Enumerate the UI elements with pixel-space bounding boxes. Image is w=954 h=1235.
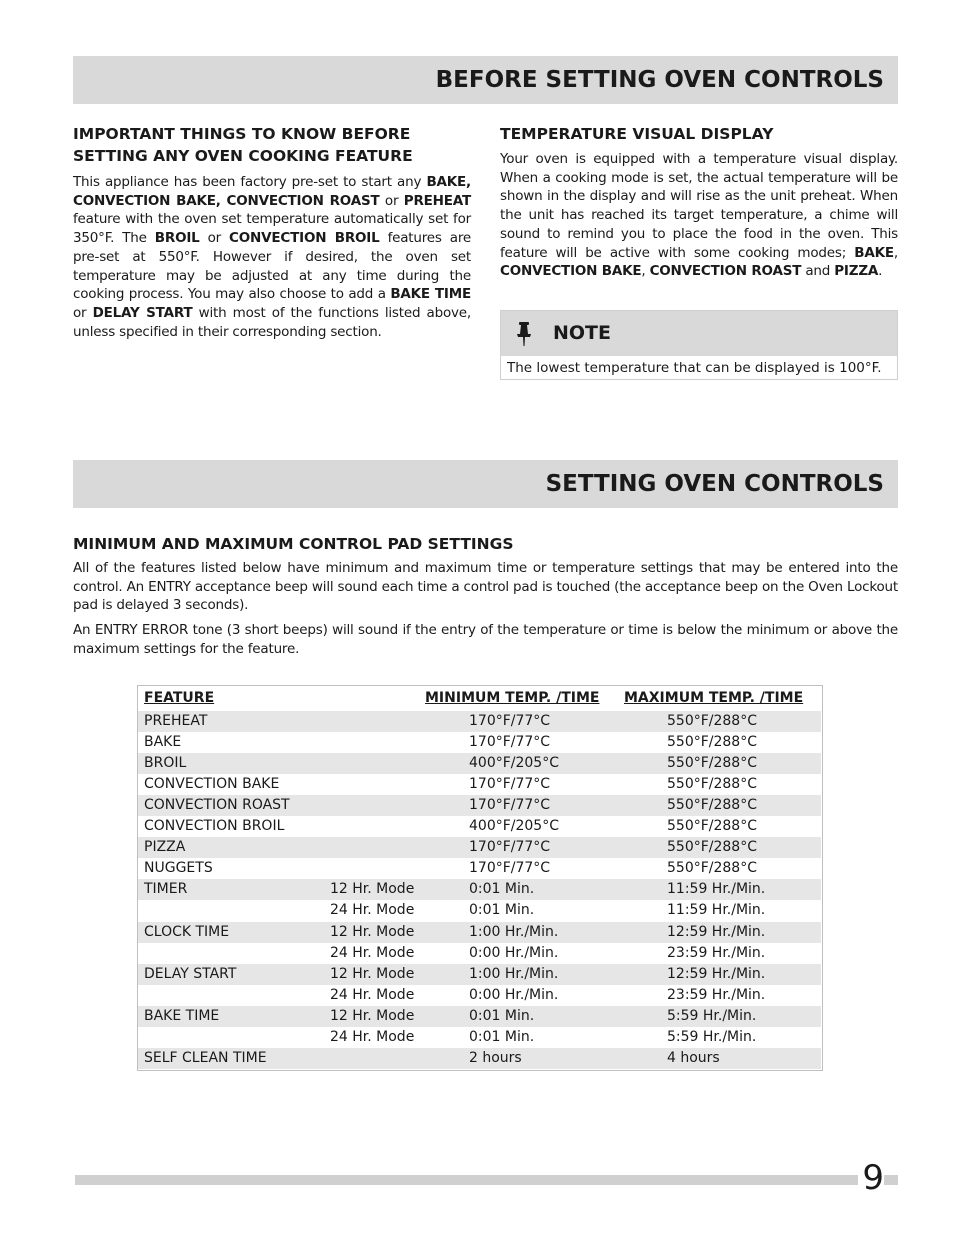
settings-paragraph: An ENTRY ERROR tone (3 short beeps) will sound if the entry of the temperature or time is below the minimum or above the maximum settings for the feature. <box>73 622 898 657</box>
temperature-display-column <box>500 123 898 281</box>
important-things-heading <box>73 123 471 167</box>
note-text: The lowest temperature that can be displayed is 100°F. <box>507 360 882 376</box>
min-cell: 170°F/77°C <box>469 712 551 729</box>
header-max: MAXIMUM TEMP. /TIME <box>624 690 804 706</box>
important-things-column <box>73 123 471 341</box>
feature-cell: PIZZA <box>144 839 186 856</box>
max-cell: 550°F/288°C <box>667 712 757 729</box>
max-cell: 550°F/288°C <box>667 839 757 856</box>
feature-cell: SELF CLEAN TIME <box>144 1050 267 1067</box>
feature-cell: DELAY START <box>144 965 237 982</box>
max-cell: 12:59 Hr./Min. <box>667 923 766 940</box>
max-cell: 23:59 Hr./Min. <box>667 944 766 961</box>
feature-cell: BROIL <box>144 754 187 771</box>
table-row <box>138 879 821 900</box>
max-cell: 5:59 Hr./Min. <box>667 1029 757 1045</box>
footer-bar <box>75 1175 898 1185</box>
feature-cell: BAKE <box>144 733 182 750</box>
min-cell: 0:01 Min. <box>469 1029 535 1045</box>
min-cell: 1:00 Hr./Min. <box>469 965 559 982</box>
min-cell: 170°F/77°C <box>469 860 551 877</box>
header-min: MINIMUM TEMP. /TIME <box>425 690 600 706</box>
min-cell: 170°F/77°C <box>469 796 551 813</box>
min-cell: 0:01 Min. <box>469 902 535 919</box>
feature-cell: TIMER <box>144 881 188 898</box>
note-title: NOTE <box>553 322 611 344</box>
temperature-display-heading: TEMPERATURE VISUAL DISPLAY <box>500 125 774 143</box>
settings-table <box>137 685 823 1071</box>
section-title: SETTING OVEN CONTROLS <box>545 471 884 497</box>
max-cell: 12:59 Hr./Min. <box>667 965 766 982</box>
max-cell: 550°F/288°C <box>667 860 757 877</box>
mode-cell: 12 Hr. Mode <box>330 881 415 898</box>
table-row <box>138 1027 821 1048</box>
heading-line: SETTING ANY OVEN COOKING FEATURE <box>73 147 413 165</box>
feature-cell: CLOCK TIME <box>144 923 230 940</box>
table-row <box>138 711 821 732</box>
table-header-row <box>138 688 821 709</box>
max-cell: 23:59 Hr./Min. <box>667 986 766 1003</box>
feature-cell: CONVECTION ROAST <box>144 796 290 813</box>
min-cell: 0:00 Hr./Min. <box>469 944 559 961</box>
feature-cell: CONVECTION BAKE <box>144 775 280 792</box>
section-banner-setting-controls <box>73 460 898 508</box>
table-row <box>138 922 821 943</box>
settings-paragraph: All of the features listed below have minimum and maximum time or temperature settings that may be entered into the control. An ENTRY acceptance beep will sound each time a control pad is touched (the acceptance beep on the Oven Lockout pad is delayed 3 seconds). <box>73 560 898 614</box>
max-cell: 4 hours <box>667 1050 720 1067</box>
temperature-display-paragraph: Your oven is equipped with a temperature visual display. When a cooking mode is set, the actual temperature will be shown in the display and will rise as the unit preheat. When the unit has reached its target temperature, a chime will sound to remind you to place the food in the oven. This feature will be active with some cooking modes; BAKE, CONVECTION BAKE, CONVECTION ROAST and PIZZA. <box>500 151 898 280</box>
note-header <box>501 311 897 356</box>
max-cell: 550°F/288°C <box>667 754 757 771</box>
mode-cell: 12 Hr. Mode <box>330 965 415 982</box>
table-row <box>138 1048 821 1069</box>
table-row <box>138 943 821 964</box>
mode-cell: 24 Hr. Mode <box>330 944 415 961</box>
control-pad-settings-section <box>73 533 898 665</box>
mode-cell: 12 Hr. Mode <box>330 1007 415 1024</box>
heading-line: IMPORTANT THINGS TO KNOW BEFORE <box>73 125 411 143</box>
control-pad-settings-heading: MINIMUM AND MAXIMUM CONTROL PAD SETTINGS <box>73 535 514 553</box>
table-row <box>138 858 821 879</box>
min-cell: 1:00 Hr./Min. <box>469 923 559 940</box>
table-row <box>138 795 821 816</box>
min-cell: 400°F/205°C <box>469 754 559 771</box>
min-cell: 0:00 Hr./Min. <box>469 986 559 1003</box>
feature-cell: PREHEAT <box>144 712 208 729</box>
min-cell: 0:01 Min. <box>469 881 535 898</box>
feature-cell: BAKE TIME <box>144 1007 220 1024</box>
min-cell: 170°F/77°C <box>469 775 551 792</box>
table-row <box>138 985 821 1006</box>
max-cell: 550°F/288°C <box>667 818 757 834</box>
pushpin-icon <box>513 320 537 348</box>
feature-cell: CONVECTION BROIL <box>144 818 285 834</box>
min-cell: 0:01 Min. <box>469 1007 535 1024</box>
table-row <box>138 837 821 858</box>
max-cell: 550°F/288°C <box>667 733 757 750</box>
note-box <box>500 310 898 380</box>
table-row <box>138 964 821 985</box>
table-row <box>138 816 821 837</box>
min-cell: 170°F/77°C <box>469 839 551 856</box>
max-cell: 5:59 Hr./Min. <box>667 1007 757 1024</box>
section-banner-before-setting <box>73 56 898 104</box>
max-cell: 550°F/288°C <box>667 796 757 813</box>
important-things-paragraph: This appliance has been factory pre-set to start any BAKE, CONVECTION BAKE, CONVECTION ROAST or PREHEAT feature with the oven set temperature automatically set for 350°F. The BROIL or CONVECTION BROIL features are pre-set at 550°F. However if desired, the oven set temperature may be adjusted at any time during the cooking process. You may also choose to add a BAKE TIME or DELAY START with most of the functions listed above, unless specified in their corresponding section. <box>73 174 472 340</box>
feature-cell: NUGGETS <box>144 860 213 877</box>
section-title: BEFORE SETTING OVEN CONTROLS <box>435 67 884 93</box>
mode-cell: 24 Hr. Mode <box>330 1029 415 1045</box>
max-cell: 550°F/288°C <box>667 775 757 792</box>
max-cell: 11:59 Hr./Min. <box>667 902 766 919</box>
header-feature: FEATURE <box>144 690 215 706</box>
page-number: 9 <box>858 1158 884 1198</box>
min-cell: 170°F/77°C <box>469 733 551 750</box>
table-row <box>138 1006 821 1027</box>
min-cell: 2 hours <box>469 1050 522 1067</box>
table-row <box>138 900 821 921</box>
table-row <box>138 732 821 753</box>
table-row <box>138 774 821 795</box>
mode-cell: 24 Hr. Mode <box>330 986 415 1003</box>
table-row <box>138 753 821 774</box>
mode-cell: 24 Hr. Mode <box>330 902 415 919</box>
mode-cell: 12 Hr. Mode <box>330 923 415 940</box>
min-cell: 400°F/205°C <box>469 818 559 834</box>
max-cell: 11:59 Hr./Min. <box>667 881 766 898</box>
